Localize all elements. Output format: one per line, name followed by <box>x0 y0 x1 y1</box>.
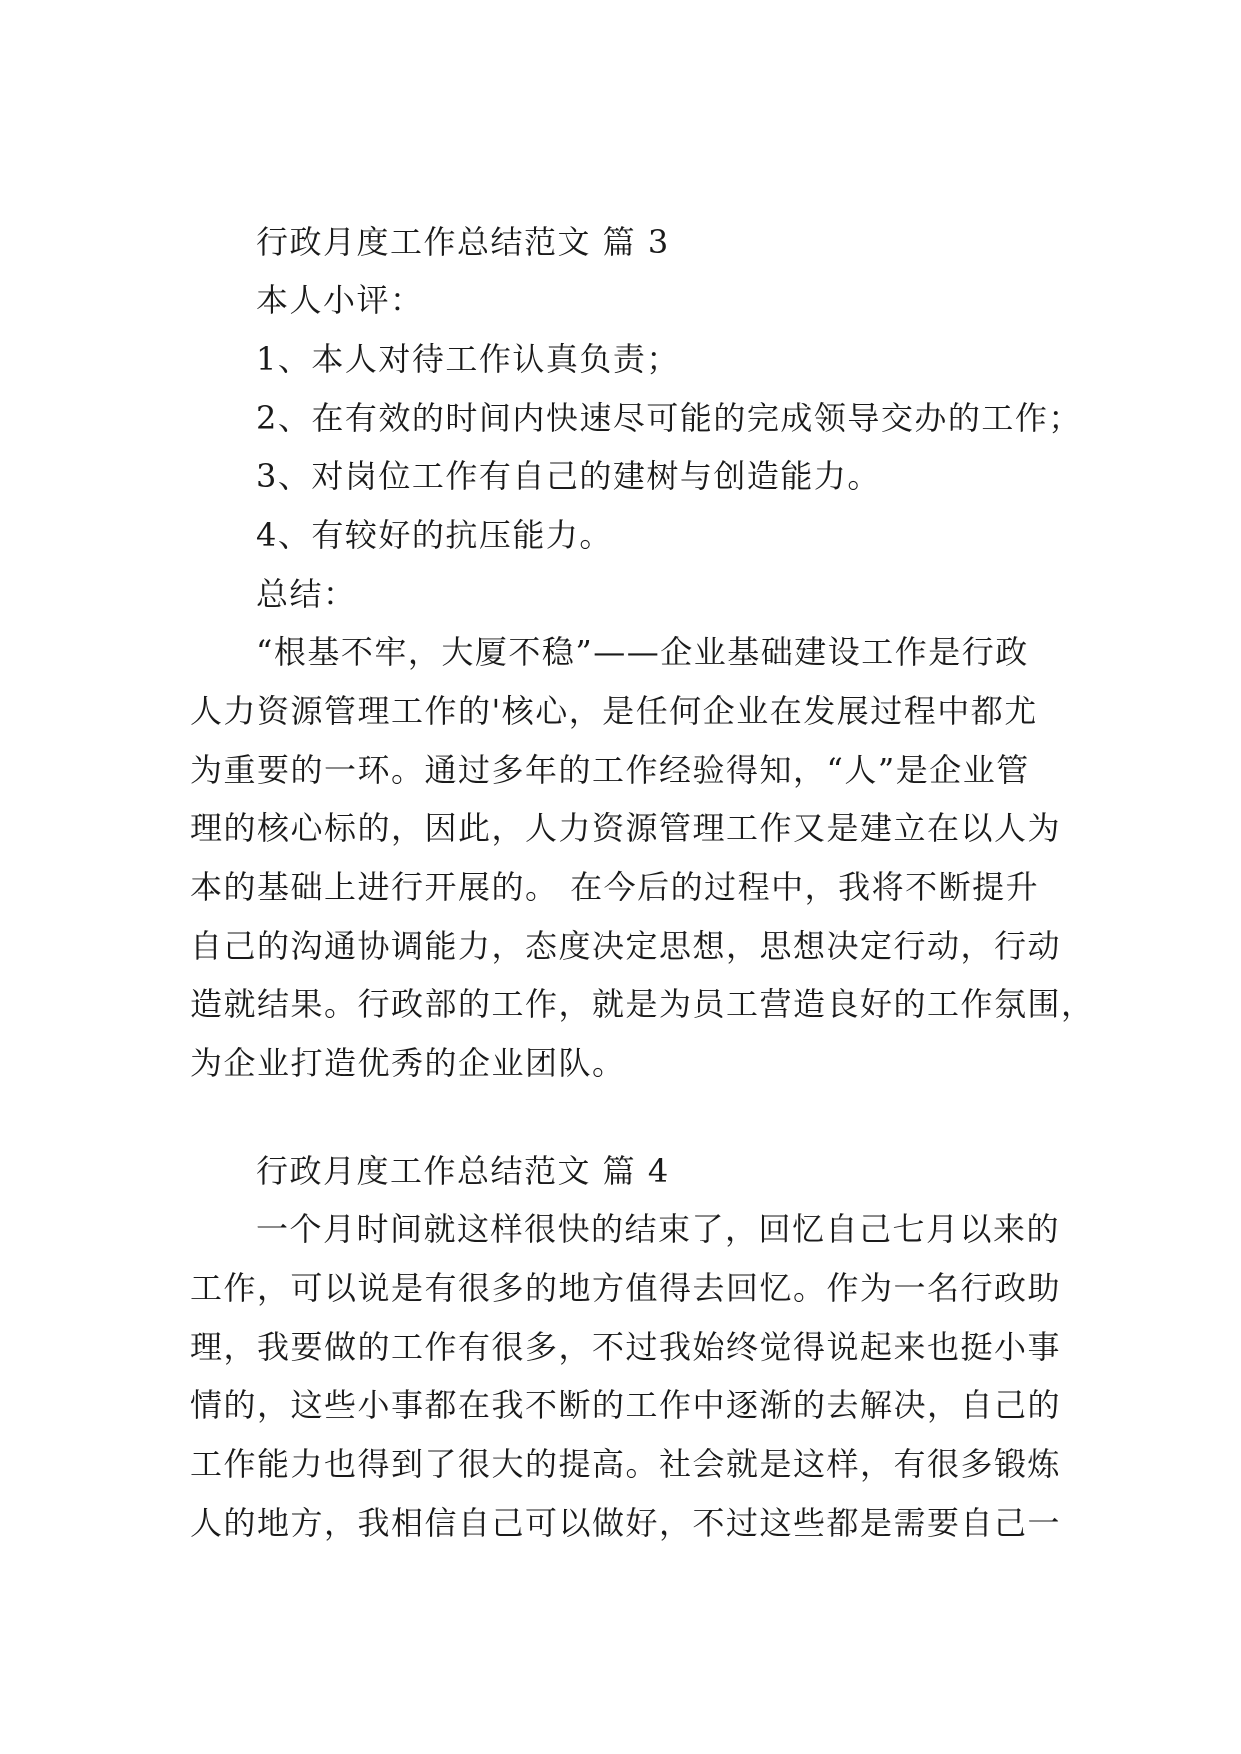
section-4-paragraph-line: 一个月时间就这样很快的结束了，回忆自己七月以来的 <box>256 1210 1061 1248</box>
review-item-2: 2、在有效的时间内快速尽可能的完成领导交办的工作； <box>256 399 1082 437</box>
section-4-heading: 行政月度工作总结范文 篇 4 <box>256 1152 670 1190</box>
review-item-4: 4、有较好的抗压能力。 <box>256 516 613 554</box>
section-4-paragraph-line: 工作能力也得到了很大的提高。社会就是这样，有很多锻炼 <box>190 1445 1062 1483</box>
section-4-paragraph-line: 工作，可以说是有很多的地方值得去回忆。作为一名行政助 <box>190 1269 1062 1307</box>
summary-paragraph-line: 为重要的一环。通过多年的工作经验得知，“人”是企业管 <box>190 751 1030 789</box>
review-label: 本人小评： <box>256 281 424 319</box>
section-4-paragraph-line: 情的，这些小事都在我不断的工作中逐渐的去解决，自己的 <box>190 1386 1062 1424</box>
summary-label: 总结： <box>256 575 357 613</box>
summary-paragraph-line: 人力资源管理工作的'核心，是任何企业在发展过程中都尤 <box>190 692 1038 730</box>
summary-paragraph-line: 自己的沟通协调能力，态度决定思想，思想决定行动，行动 <box>190 927 1062 965</box>
section-4-paragraph-line: 理，我要做的工作有很多，不过我始终觉得说起来也挺小事 <box>190 1328 1062 1366</box>
review-item-1: 1、本人对待工作认真负责； <box>256 340 680 378</box>
summary-paragraph-line: “根基不牢，大厦不稳”——企业基础建设工作是行政 <box>256 633 1029 671</box>
summary-paragraph-line: 为企业打造优秀的企业团队。 <box>190 1044 626 1082</box>
review-item-3: 3、对岗位工作有自己的建树与创造能力。 <box>256 457 881 495</box>
summary-paragraph-line: 造就结果。行政部的工作，就是为员工营造良好的工作氛围， <box>190 985 1095 1023</box>
summary-paragraph-line: 理的核心标的，因此，人力资源管理工作又是建立在以人为 <box>190 809 1062 847</box>
summary-paragraph-line: 本的基础上进行开展的。 在今后的过程中，我将不断提升 <box>190 868 1040 906</box>
section-4-paragraph-line: 人的地方，我相信自己可以做好，不过这些都是需要自己一 <box>190 1504 1062 1542</box>
section-3-heading: 行政月度工作总结范文 篇 3 <box>256 223 670 261</box>
